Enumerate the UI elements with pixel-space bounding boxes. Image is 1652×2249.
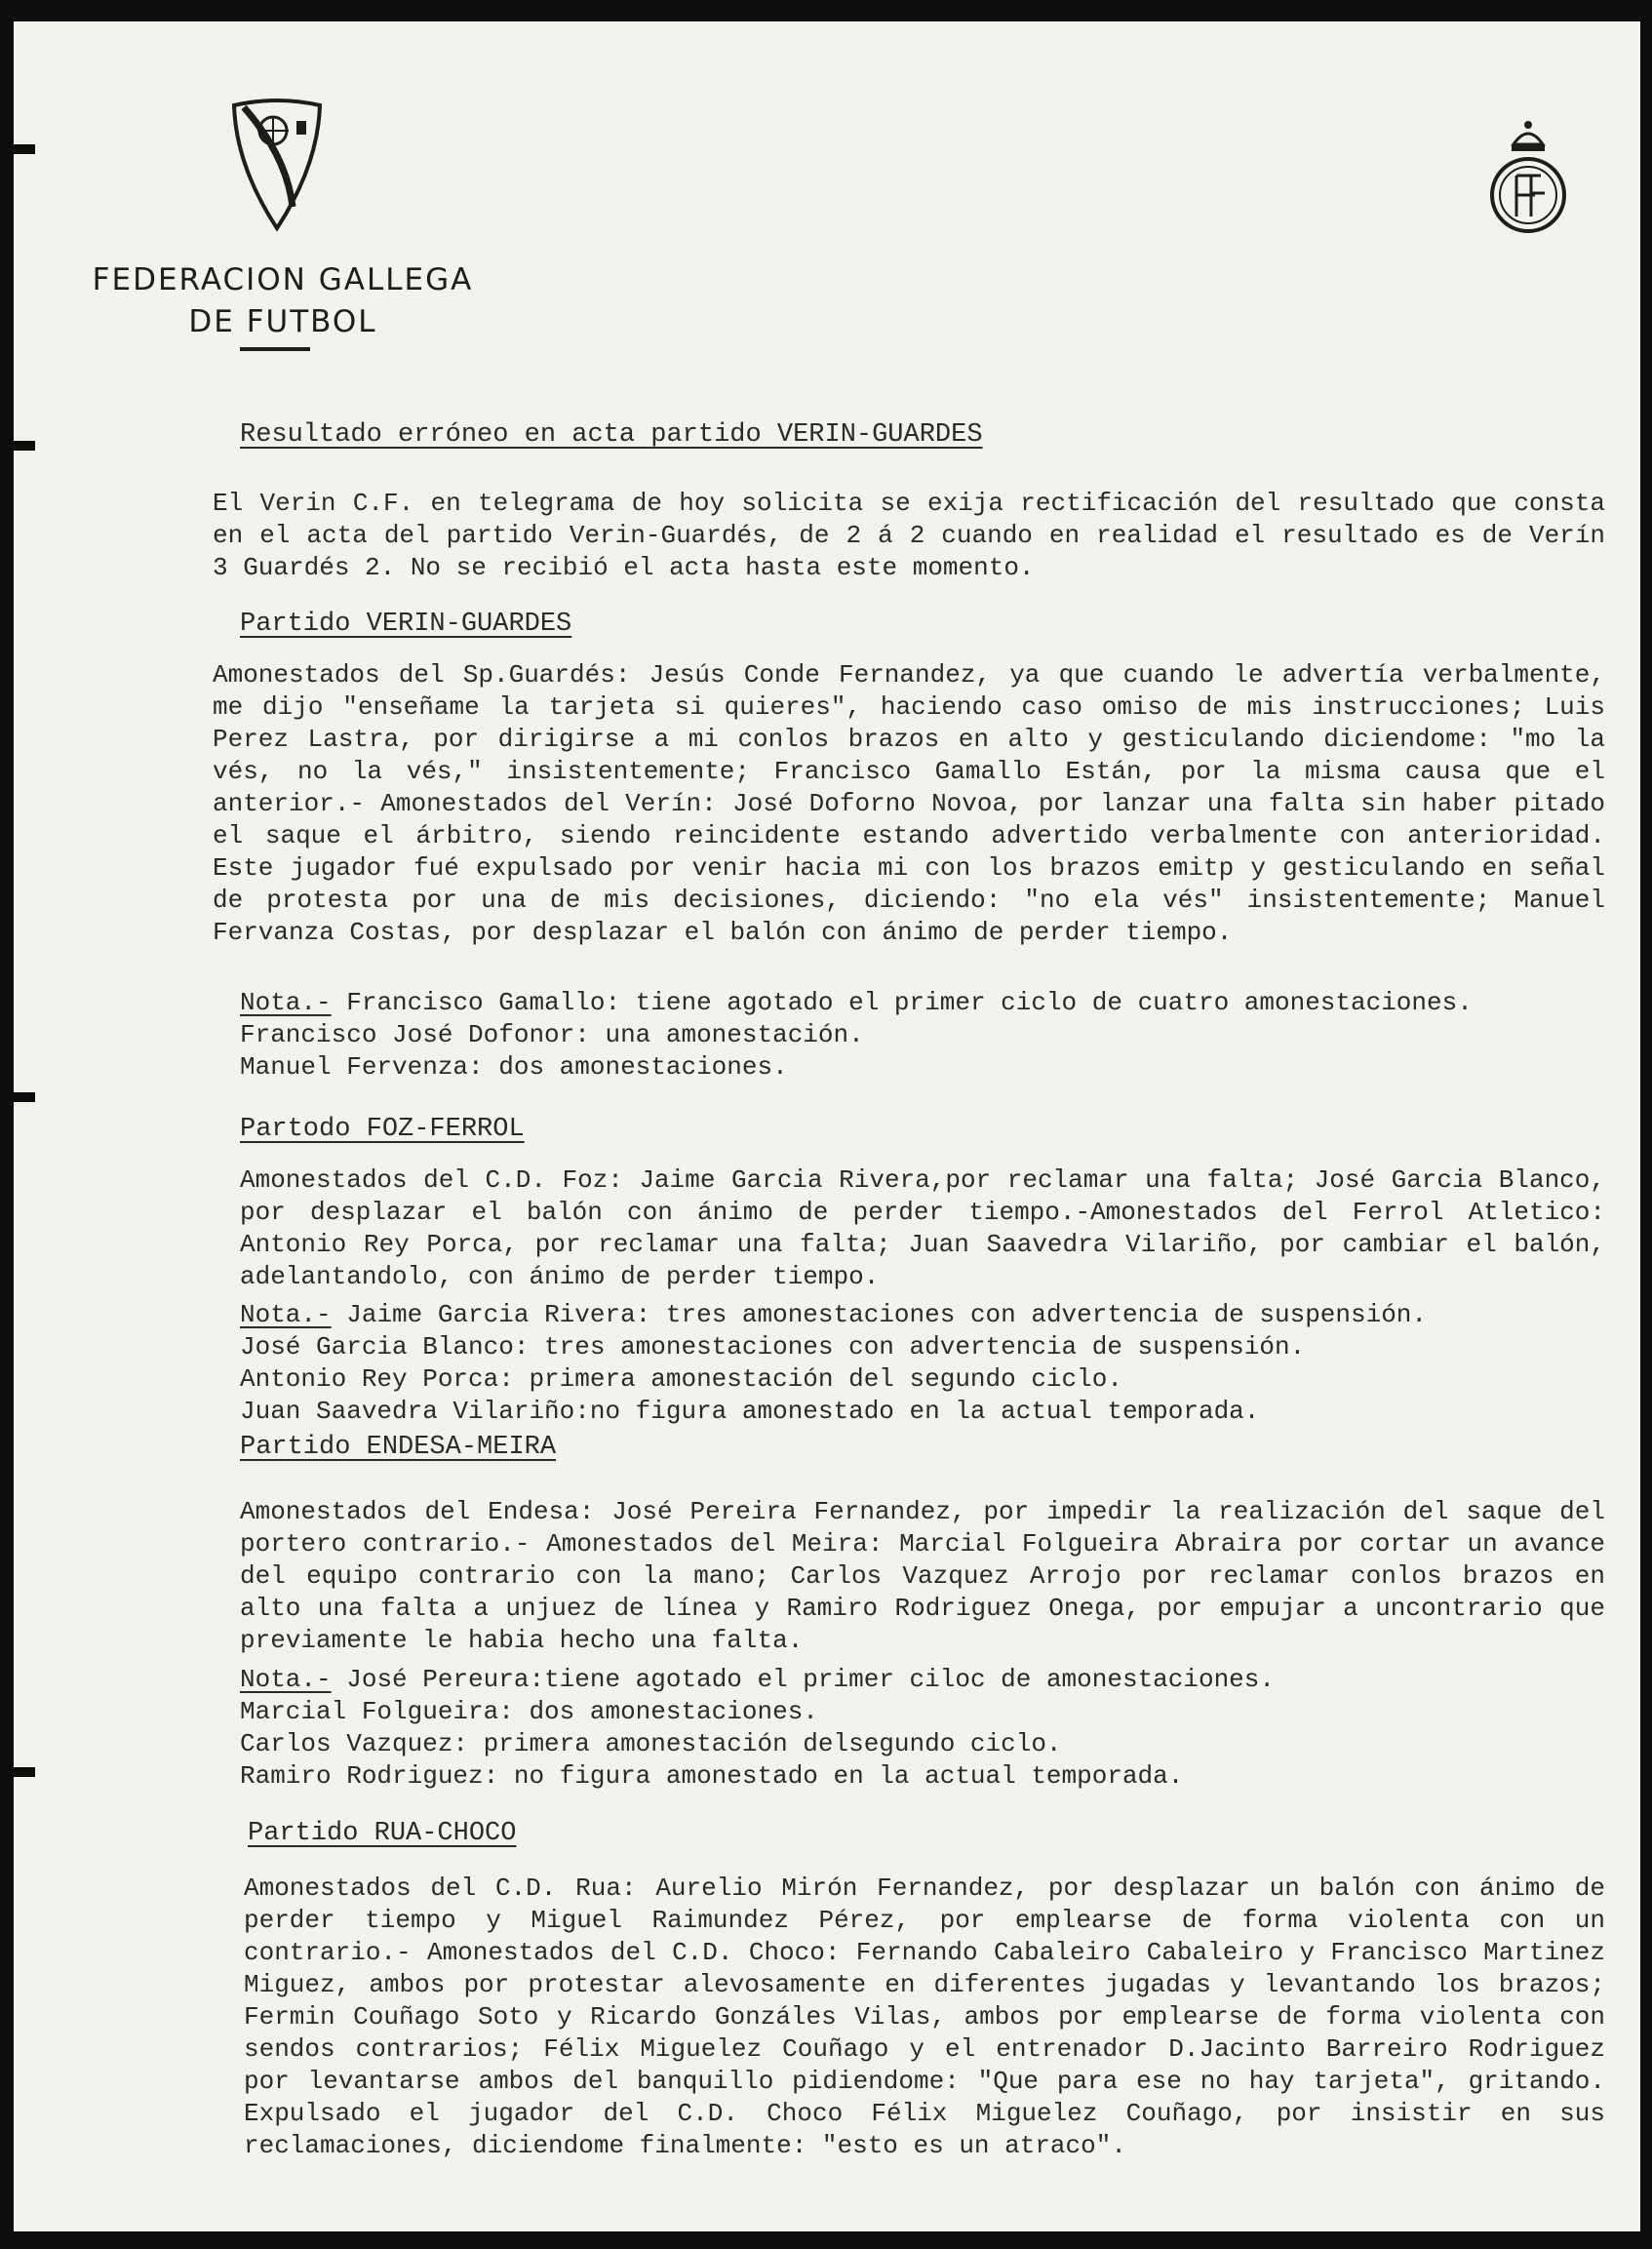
note-line: Jaime Garcia Rivera: tres amonestaciones con advertencia de suspensión. — [346, 1300, 1428, 1329]
foz-ferrol-paragraph: Amonestados del C.D. Foz: Jaime Garcia Rivera,por reclamar una falta; José Garcia Blanco, por desplazar el balón con ánimo de perder tiempo.-Amonestados del Ferrol Atletico: Antonio Rey Porca, por reclamar una falta; Juan Saavedra Vilariño, por cambiar el balón, adelantandolo, con ánimo de perder tiempo. — [240, 1165, 1605, 1291]
note-line: Antonio Rey Porca: primera amonestación del segundo ciclo. — [240, 1364, 1122, 1394]
endesa-note — [240, 1664, 1275, 1793]
verin-guardes-paragraph: Amonestados del Sp.Guardés: Jesús Conde Fernandez, ya que cuando le advertía verbalmente, me dijo "enseñame la tarjeta si quieres", haciendo caso omiso de mis instrucciones; Luis Perez Lastra, por dirigirse a mi conlos brazos en alto y gesticulando diciendome: "mo la vés, no la vés," insistentemente; Francisco Gamallo Están, por la misma causa que el anterior.- Amonestados del Verín: José Doforno Novoa, por lanzar una falta sin haber pitado el saque el árbitro, siendo reincidente estando advertido verbalmente con anterioridad. Este jugador fué expulsado por venir hacia mi con los brazos emitp y gesticulando en señal de protesta por una de mis decisiones, diciendo: "no ela vés" insistentemente; Manuel Fervanza Costas, por desplazar el balón con ánimo de perder tiempo. — [213, 660, 1605, 947]
section-heading-rua-choco: Partido RUA-CHOCO — [248, 1819, 517, 1848]
note-line: Francisco José Dofonor: una amonestación. — [240, 1020, 864, 1049]
intro-paragraph: El Verin C.F. en telegrama de hoy solicita se exija rectificación del resultado que consta en el acta del partido Verin-Guardés, de 2 á 2 cuando en realidad el resultado es de Verín 3 Guardés 2. No se recibió el acta hasta este momento. — [213, 489, 1605, 582]
note-line: Ramiro Rodriguez: no figura amonestado en la actual temporada. — [240, 1761, 1184, 1791]
note-line: Carlos Vazquez: primera amonestación delsegundo ciclo. — [240, 1729, 1062, 1758]
endesa-meira-paragraph: Amonestados del Endesa: José Pereira Fernandez, por impedir la realización del saque del portero contrario.- Amonestados del Meira: Marcial Folgueira Abraira por cortar un avance del equipo contrario con la mano; Carlos Vazquez Arrojo por reclamar conlos brazos en alto una falta a unjuez de línea y Ramiro Rodriguez Onega, por empujar a uncontrario que previamente le habia hecho una falta. — [240, 1497, 1605, 1655]
note-label: Nota.- — [240, 1300, 332, 1329]
org-line-2: DE FUTBOL — [188, 304, 377, 339]
section-heading-foz-ferrol: Partodo FOZ-FERROL — [240, 1115, 525, 1144]
note-line: Juan Saavedra Vilariño:no figura amonestado en la actual temporada. — [240, 1397, 1260, 1426]
note-line: José Garcia Blanco: tres amonestaciones con advertencia de suspensión. — [240, 1332, 1306, 1361]
section-heading-intro: Resultado erróneo en acta partido VERIN-GUARDES — [240, 420, 983, 450]
foz-note — [240, 1299, 1427, 1428]
section-heading-verin-guardes: Partido VERIN-GUARDES — [240, 610, 572, 639]
verin-note — [240, 987, 1473, 1084]
rua-choco-paragraph: Amonestados del C.D. Rua: Aurelio Mirón Fernandez, por desplazar un balón con ánimo de perder tiempo y Miguel Raimundez Pérez, por emplearse de forma violenta con un contrario.- Amonestados del C.D. Choco: Fernando Cabaleiro Cabaleiro y Francisco Martinez Miguez, ambos por protestar alevosamente en diferentes jugadas y levantando los brazos; Fermin Couñago Soto y Ricardo Gonzáles Vilas, ambos por emplearse de forma violenta con sendos contrarios; Félix Miguelez Couñago y el entrenador D.Jacinto Barreiro Rodriguez por levantarse ambos del banquillo pidiendome: "Que para ese no hay tarjeta", gritando. Expulsado el jugador del C.D. Choco Félix Miguelez Couñago, por insistir en sus reclamaciones, diciendome finalmente: "esto es un atraco". — [244, 1874, 1605, 2160]
note-line: Marcial Folgueira: dos amonestaciones. — [240, 1697, 818, 1726]
document-page — [14, 21, 1640, 2231]
section-heading-endesa-meira: Partido ENDESA-MEIRA — [240, 1433, 557, 1462]
note-label: Nota.- — [240, 1665, 332, 1694]
note-line: Francisco Gamallo: tiene agotado el primer ciclo de cuatro amonestaciones. — [346, 988, 1473, 1017]
note-line: José Pereura:tiene agotado el primer ciloc de amonestaciones. — [346, 1665, 1275, 1694]
document-body — [14, 21, 1640, 2231]
org-line-1: FEDERACION GALLEGA — [92, 262, 474, 297]
note-label: Nota.- — [240, 988, 332, 1017]
note-line: Manuel Fervenza: dos amonestaciones. — [240, 1052, 788, 1082]
